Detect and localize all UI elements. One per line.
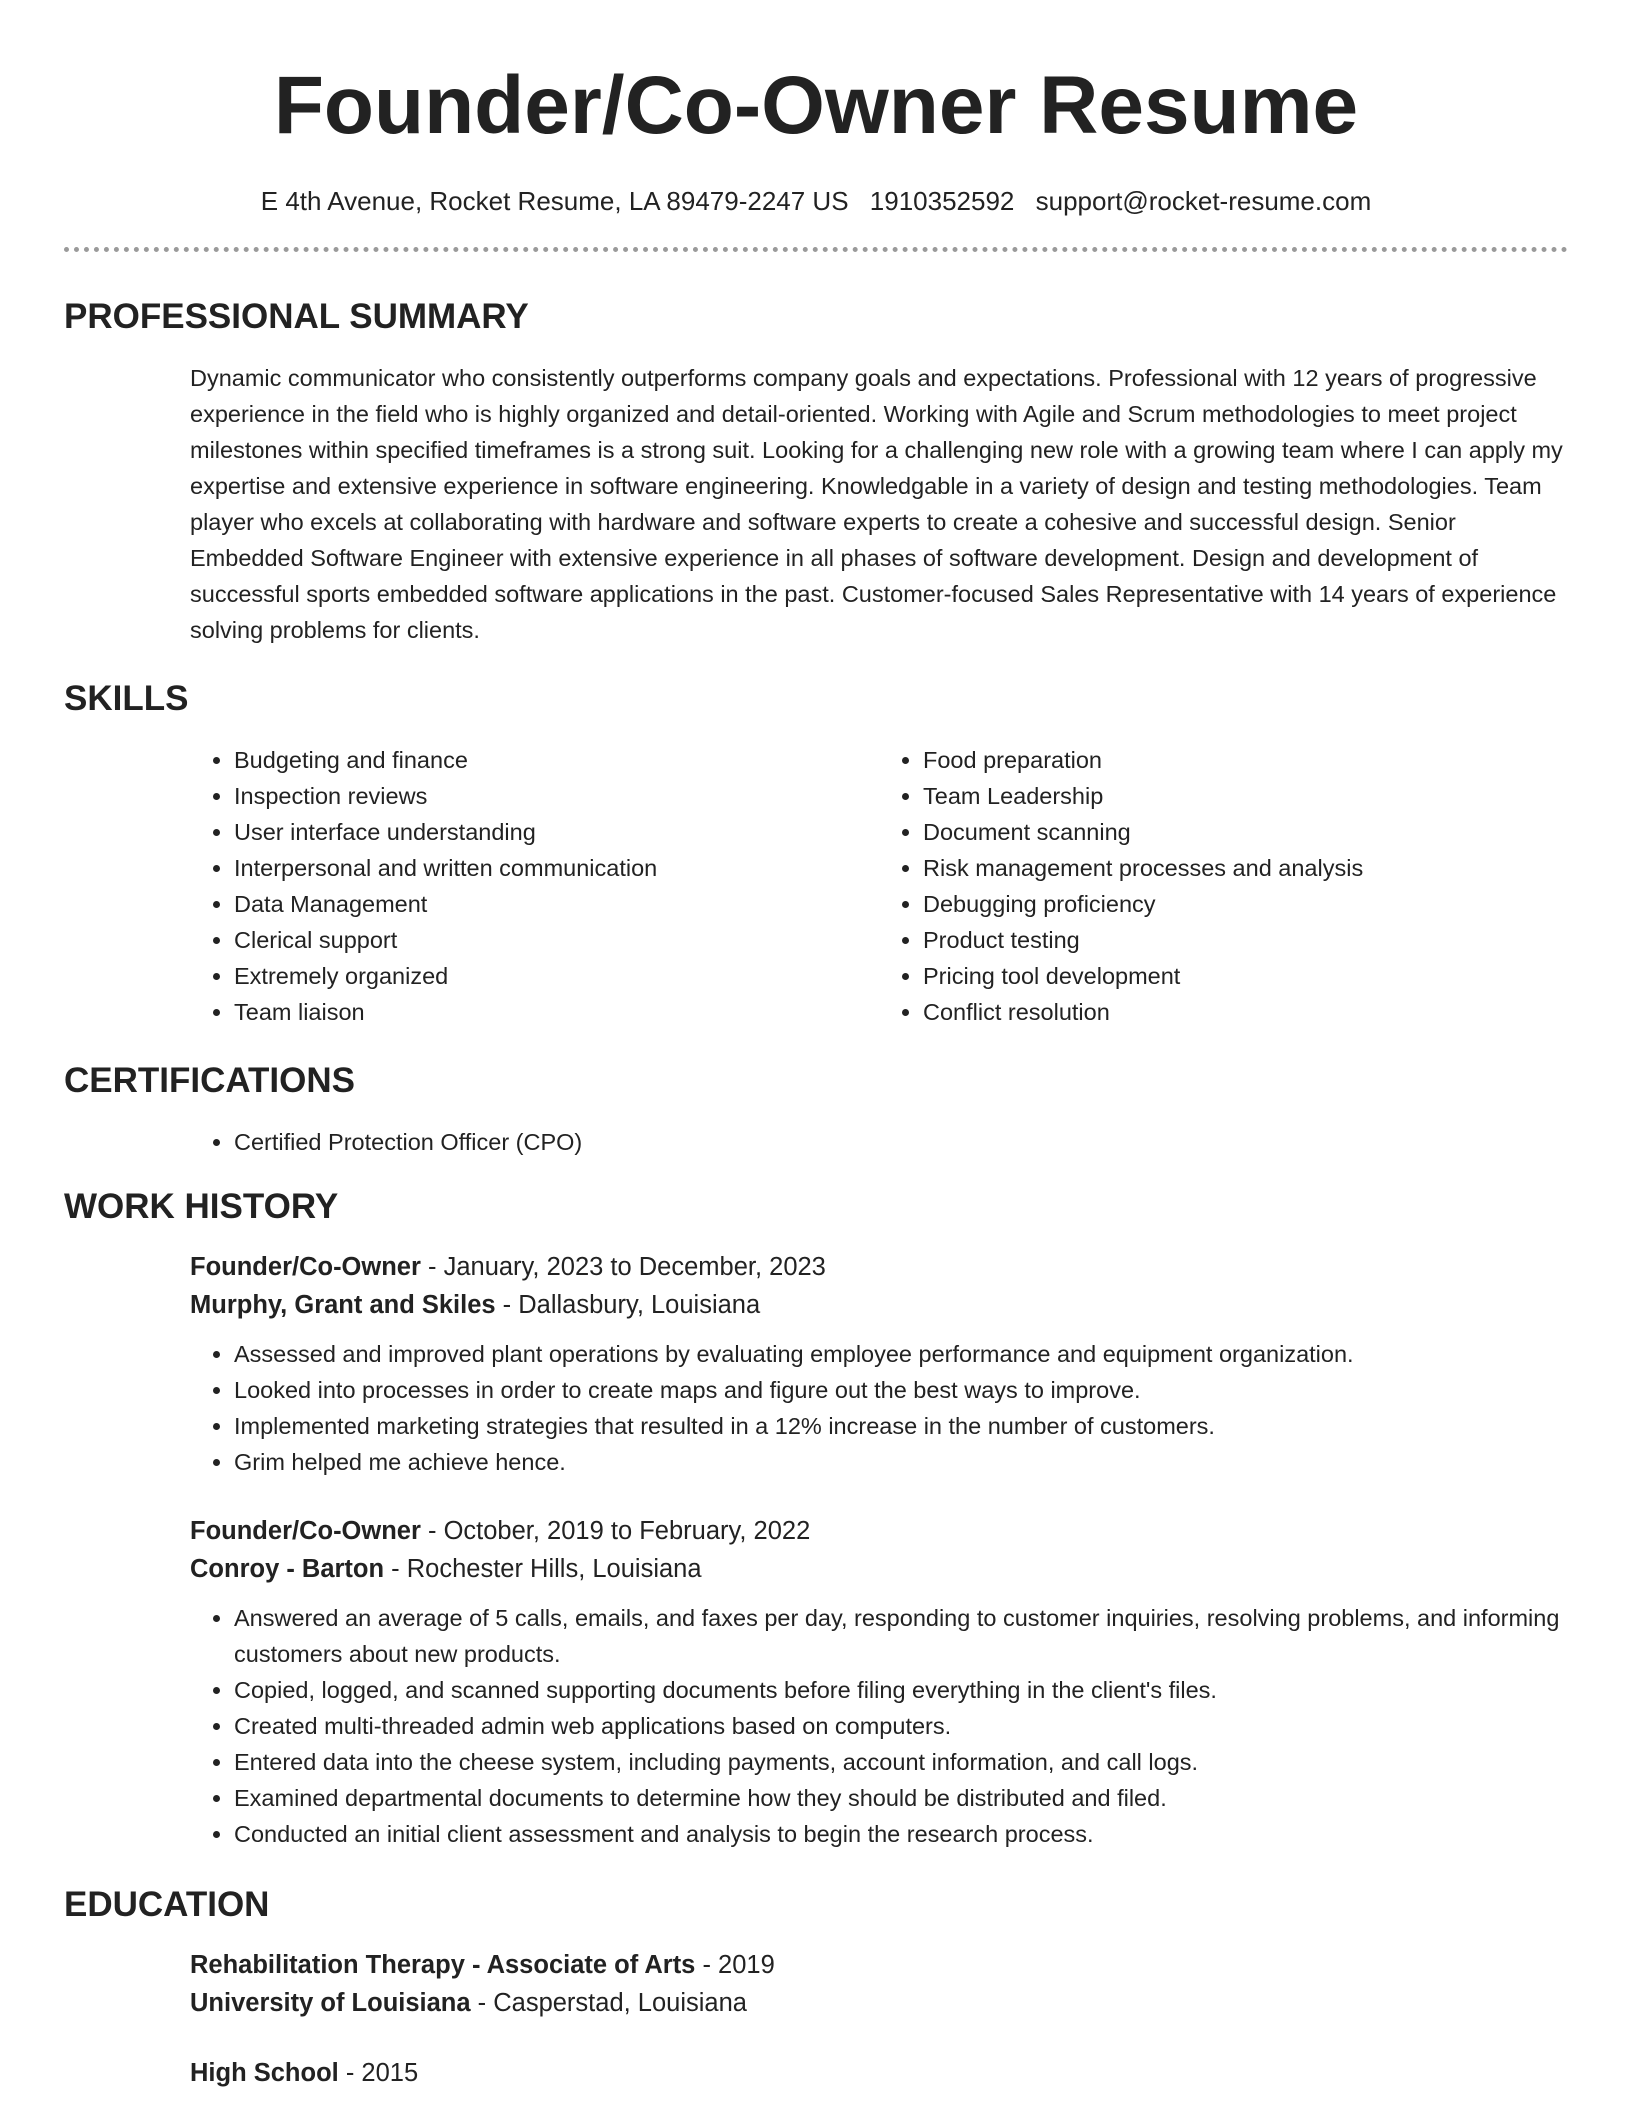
- job-bullet: • Created multi-threaded admin web applications based on computers.: [234, 1708, 1568, 1744]
- job-bullet: • Examined departmental documents to determine how they should be distributed and filed.: [234, 1780, 1568, 1816]
- section-title-work: WORK HISTORY: [64, 1187, 339, 1226]
- job-role: Founder/Co-Owner: [190, 1517, 421, 1545]
- job-company-line: [190, 1286, 1568, 1324]
- skill-item: • Clerical support: [234, 922, 879, 958]
- job-dates: - October, 2019 to February, 2022: [420, 1517, 811, 1545]
- summary-section: [64, 296, 1568, 648]
- contact-line: [64, 184, 1568, 218]
- education-degree: Rehabilitation Therapy - Associate of Arts: [190, 1951, 696, 1979]
- skill-item: • Pricing tool development: [923, 958, 1568, 994]
- education-school: University of Louisiana: [190, 1989, 471, 2017]
- resume-title: Founder/Co-Owner Resume: [273, 60, 1359, 151]
- skill-item: • Inspection reviews: [234, 778, 879, 814]
- job-location: - Rochester Hills, Louisiana: [384, 1555, 702, 1583]
- job-bullet: • Grim helped me achieve hence.: [234, 1444, 1568, 1480]
- job-bullets: [190, 1336, 1568, 1480]
- skill-item: • Extremely organized: [234, 958, 879, 994]
- skill-item: • Conflict resolution: [923, 994, 1568, 1030]
- section-title-education: EDUCATION: [64, 1885, 270, 1924]
- job-entry: [190, 1248, 1568, 1480]
- summary-body: [190, 360, 1568, 648]
- section-title-summary: PROFESSIONAL SUMMARY: [64, 297, 529, 336]
- job-bullet: • Answered an average of 5 calls, emails, and faxes per day, responding to customer inquiries, resolving problems, and informing customers about new products.: [234, 1600, 1568, 1672]
- summary-text: Dynamic communicator who consistently outperforms company goals and expectations. Professional with 12 years of progressive experience in the field who is highly organized and detail-oriented. Working with Agile and Scrum methodologies to meet project milestones within specified timeframes is a strong suit. Looking for a challenging new role with a growing team where I can apply my expertise and extensive experience in software engineering. Knowledgable in a variety of design and testing methodologies. Team player who excels at collaborating with hardware and software experts to create a cohesive and successful design. Senior Embedded Software Engineer with extensive experience in all phases of software development. Design and development of successful sports embedded software applications in the past. Customer-focused Sales Representative with 14 years of experience solving problems for clients.: [190, 365, 1563, 643]
- resume-page: [64, 0, 1568, 2124]
- certifications-section: [64, 1060, 1568, 1160]
- section-title-certifications: CERTIFICATIONS: [64, 1061, 356, 1100]
- skill-item: • Budgeting and finance: [234, 742, 879, 778]
- job-dates: - January, 2023 to December, 2023: [420, 1253, 826, 1281]
- work-section: [64, 1186, 1568, 1852]
- job-role: Founder/Co-Owner: [190, 1253, 421, 1281]
- skill-item: • Debugging proficiency: [923, 886, 1568, 922]
- skill-item: • Product testing: [923, 922, 1568, 958]
- skill-item: • Document scanning: [923, 814, 1568, 850]
- job-bullet: • Copied, logged, and scanned supporting documents before filing everything in the client's files.: [234, 1672, 1568, 1708]
- certifications-list: [190, 1124, 1568, 1160]
- education-degree-line: [190, 1946, 1568, 1984]
- section-title-skills: SKILLS: [64, 679, 189, 718]
- contact-email: support@rocket-resume.com: [1035, 186, 1372, 216]
- education-degree: High School: [190, 2059, 339, 2087]
- skill-item: • Food preparation: [923, 742, 1568, 778]
- skill-item: • Risk management processes and analysis: [923, 850, 1568, 886]
- job-company: Conroy - Barton: [190, 1555, 385, 1583]
- education-year: - 2019: [695, 1951, 775, 1979]
- skill-item: • Team Leadership: [923, 778, 1568, 814]
- job-title-line: [190, 1248, 1568, 1286]
- education-year: - 2015: [338, 2059, 419, 2087]
- contact-phone: 1910352592: [869, 186, 1015, 216]
- skill-item: • Team liaison: [234, 994, 879, 1030]
- job-bullets: [190, 1600, 1568, 1852]
- skills-section: [64, 678, 1568, 1030]
- job-location: - Dallasbury, Louisiana: [495, 1291, 761, 1319]
- job-bullet: • Conducted an initial client assessment and analysis to begin the research process.: [234, 1816, 1568, 1852]
- job-entry: [190, 1512, 1568, 1852]
- certifications-body: [190, 1124, 1568, 1160]
- skill-item: • User interface understanding: [234, 814, 879, 850]
- skill-item: • Interpersonal and written communication: [234, 850, 879, 886]
- skills-list-left: [190, 742, 879, 1030]
- job-bullet: • Implemented marketing strategies that resulted in a 12% increase in the number of customers.: [234, 1408, 1568, 1444]
- education-body: [190, 1946, 1568, 2092]
- education-section: [64, 1884, 1568, 2092]
- education-entry: [190, 2054, 1568, 2092]
- education-location: - Casperstad, Louisiana: [470, 1989, 747, 2017]
- job-company: Murphy, Grant and Skiles: [190, 1291, 496, 1319]
- job-bullet: • Looked into processes in order to create maps and figure out the best ways to improve.: [234, 1372, 1568, 1408]
- certification-item: • Certified Protection Officer (CPO): [234, 1124, 1568, 1160]
- education-entry: [190, 1946, 1568, 2022]
- skills-list-right: [879, 742, 1568, 1030]
- job-company-line: [190, 1550, 1568, 1588]
- work-body: [190, 1248, 1568, 1852]
- skill-item: • Data Management: [234, 886, 879, 922]
- job-bullet: • Assessed and improved plant operations by evaluating employee performance and equipment organization.: [234, 1336, 1568, 1372]
- job-title-line: [190, 1512, 1568, 1550]
- job-bullet: • Entered data into the cheese system, including payments, account information, and call logs.: [234, 1744, 1568, 1780]
- header-divider: [64, 247, 1568, 252]
- contact-address: E 4th Avenue, Rocket Resume, LA 89479-2247 US: [260, 186, 849, 216]
- education-degree-line: [190, 2054, 1568, 2092]
- skills-columns: [190, 742, 1568, 1030]
- education-school-line: [190, 1984, 1568, 2022]
